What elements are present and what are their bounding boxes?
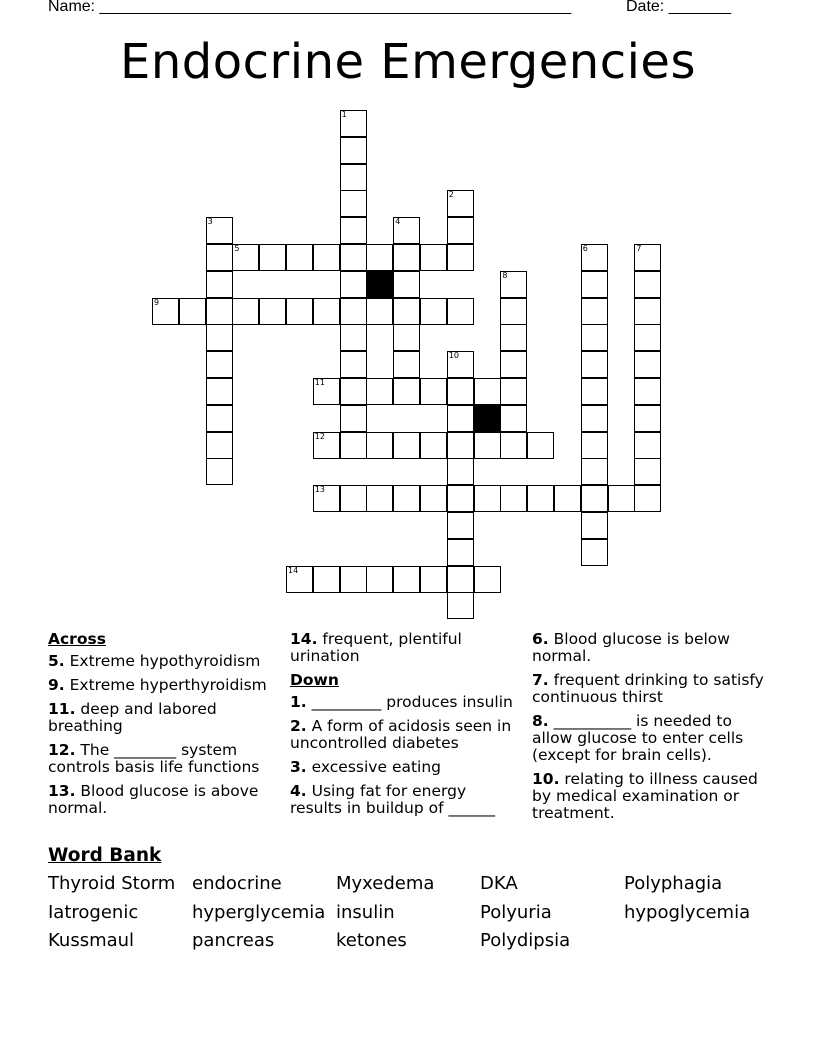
grid-cell[interactable] [366,432,393,459]
date-label: Date: [626,0,665,15]
grid-cell[interactable] [634,271,661,298]
grid-cell[interactable] [393,244,420,271]
clues-column-3 [532,631,764,829]
grid-cell[interactable] [447,217,474,244]
grid-cell[interactable] [393,324,420,351]
grid-cell[interactable] [581,458,608,485]
grid-cell[interactable] [340,110,367,137]
clue-down-2: 2. A form of acidosis seen in uncontrolled diabetes [290,717,512,752]
grid-cell[interactable] [581,298,608,325]
grid-cell[interactable] [581,271,608,298]
clues-column-2 [290,631,522,824]
grid-cell[interactable] [554,485,581,512]
clue-number: 13 [314,485,325,495]
grid-cell[interactable] [313,378,340,405]
grid-cell[interactable] [206,324,233,351]
grid-cell[interactable] [500,351,527,378]
clue-number: 5 [234,244,240,253]
grid-cell[interactable] [608,485,635,512]
grid-cell[interactable] [447,592,474,619]
across-heading: Across [48,630,106,648]
grid-cell[interactable] [527,485,554,512]
grid-cell[interactable] [340,351,367,378]
grid-cell[interactable] [340,164,367,191]
grid-cell[interactable] [500,405,527,432]
grid-cell[interactable] [447,458,474,485]
grid-cell[interactable] [634,298,661,325]
clue-down-3: 3. excessive eating [290,758,442,776]
grid-cell[interactable] [366,485,393,512]
grid-cell[interactable] [634,458,661,485]
grid-cell[interactable] [581,539,608,566]
grid-cell[interactable] [179,298,206,325]
grid-cell[interactable] [447,244,474,271]
grid-cell[interactable] [366,298,393,325]
grid-cell[interactable] [340,485,367,512]
grid-cell[interactable] [393,271,420,298]
grid-cell[interactable] [313,566,340,593]
grid-cell[interactable] [634,378,661,405]
grid-cell[interactable] [581,378,608,405]
grid-cell[interactable] [313,485,340,512]
grid-cell[interactable] [340,298,367,325]
grid-cell[interactable] [206,271,233,298]
grid-cell[interactable] [340,405,367,432]
grid-cell[interactable] [206,244,233,271]
grid-cell[interactable] [393,432,420,459]
grid-cell[interactable] [634,324,661,351]
grid-cell[interactable] [340,244,367,271]
clues-column-1 [48,631,280,824]
grid-cell[interactable] [447,512,474,539]
grid-cell[interactable] [420,432,447,459]
grid-cell[interactable] [313,244,340,271]
clue-across-11: 11. deep and labored breathing [48,700,217,735]
grid-cell[interactable] [420,244,447,271]
grid-cell[interactable] [447,405,474,432]
black-square [474,405,501,432]
grid-cell[interactable] [500,298,527,325]
grid-cell[interactable] [634,485,661,512]
grid-cell[interactable] [366,244,393,271]
grid-cell[interactable] [206,217,233,244]
clue-number: 6 [582,244,588,253]
grid-cell[interactable] [366,378,393,405]
grid-cell[interactable] [340,217,367,244]
grid-cell[interactable] [581,512,608,539]
word-bank-title: Word Bank [48,845,162,866]
grid-cell[interactable] [527,432,554,459]
clue-down-10: 10. relating to illness caused by medical examination or treatment. [532,770,758,822]
grid-cell[interactable] [206,378,233,405]
grid-cell[interactable] [420,566,447,593]
grid-cell[interactable] [340,432,367,459]
word-bank [48,873,768,963]
grid-cell[interactable] [340,324,367,351]
grid-cell[interactable] [447,566,474,593]
black-square [366,271,393,298]
clue-number: 4 [395,217,401,227]
clue-across-12: 12. The ________ system controls basis life functions [48,741,260,776]
grid-cell[interactable] [581,351,608,378]
clue-number: 11 [314,378,325,387]
word-bank-word: Polyuria [480,901,552,923]
clue-number: 3 [207,217,213,227]
down-heading: Down [290,671,339,689]
grid-cell[interactable] [447,351,474,378]
word-bank-word: Thyroid Storm [48,873,176,894]
word-bank-word: Myxedema [336,873,435,894]
grid-cell[interactable] [340,137,367,164]
clue-down-4: 4. Using fat for energy results in buildup of ______ [290,782,495,817]
grid-cell[interactable] [447,298,474,325]
grid-cell[interactable] [447,485,474,512]
grid-cell[interactable] [447,378,474,405]
grid-cell[interactable] [393,378,420,405]
grid-cell[interactable] [447,190,474,217]
grid-cell[interactable] [340,190,367,217]
grid-cell[interactable] [500,485,527,512]
grid-cell[interactable] [581,324,608,351]
grid-cell[interactable] [286,244,313,271]
grid-cell[interactable] [581,432,608,459]
grid-cell[interactable] [232,244,259,271]
grid-cell[interactable] [393,485,420,512]
grid-cell[interactable] [259,298,286,325]
word-bank-word: hypoglycemia [624,901,751,923]
grid-cell[interactable] [634,405,661,432]
grid-cell[interactable] [393,351,420,378]
word-bank-word: Polydipsia [480,930,571,951]
clue-across-13: 13. Blood glucose is above normal. [48,782,259,817]
grid-cell[interactable] [474,566,501,593]
clue-down-1: 1. _________ produces insulin [290,693,513,711]
grid-cell[interactable] [340,271,367,298]
grid-cell[interactable] [206,298,233,325]
grid-cell[interactable] [393,566,420,593]
clue-number: 7 [636,244,642,253]
grid-cell[interactable] [447,432,474,459]
grid-cell[interactable] [340,566,367,593]
grid-cell[interactable] [474,378,501,405]
grid-cell[interactable] [500,271,527,298]
grid-cell[interactable] [420,378,447,405]
grid-cell[interactable] [206,351,233,378]
grid-cell[interactable] [393,298,420,325]
grid-cell[interactable] [500,324,527,351]
word-bank-word: ketones [336,930,407,951]
word-bank-word: DKA [480,873,518,894]
word-bank-word: Polyphagia [624,873,723,894]
grid-cell[interactable] [206,432,233,459]
clue-number: 10 [448,351,459,361]
grid-cell[interactable] [581,244,608,271]
clue-across-5: 5. Extreme hypothyroidism [48,652,261,670]
grid-cell[interactable] [474,432,501,459]
word-bank-word: hyperglycemia [192,901,326,923]
date-line: _______ [668,0,731,15]
clue-number: 9 [154,297,160,307]
clue-down-8: 8. __________ is needed to allow glucose to enter cells (except for brain cells). [532,712,744,764]
clue-across-14: 14. frequent, plentiful urination [290,630,462,665]
grid-cell[interactable] [286,298,313,325]
clue-number: 2 [448,190,454,200]
grid-cell[interactable] [447,539,474,566]
grid-cell[interactable] [420,298,447,325]
word-bank-word: Iatrogenic [48,901,139,923]
grid-cell[interactable] [340,378,367,405]
grid-cell[interactable] [500,378,527,405]
grid-cell[interactable] [206,458,233,485]
grid-cell[interactable] [313,432,340,459]
clue-down-6: 6. Blood glucose is below normal. [532,630,730,665]
clue-number: 14 [288,565,299,575]
grid-cell[interactable] [393,217,420,244]
grid-cell[interactable] [152,298,179,325]
grid-cell[interactable] [259,244,286,271]
grid-cell[interactable] [474,485,501,512]
clue-number: 12 [314,431,325,441]
name-label: Name: [48,0,96,15]
grid-cell[interactable] [634,351,661,378]
word-bank-word: Kussmaul [48,930,135,951]
grid-cell[interactable] [500,432,527,459]
grid-cell[interactable] [313,298,340,325]
clue-down-7: 7. frequent drinking to satisfy continuous thirst [532,671,764,706]
clue-across-9: 9. Extreme hyperthyroidism [48,676,267,694]
word-bank-word: endocrine [192,873,282,894]
grid-cell[interactable] [366,566,393,593]
clue-number: 1 [341,110,347,119]
grid-cell[interactable] [206,405,233,432]
grid-cell[interactable] [581,485,608,512]
word-bank-word: insulin [336,901,395,923]
grid-cell[interactable] [581,405,608,432]
grid-cell[interactable] [420,485,447,512]
grid-cell[interactable] [286,566,313,593]
name-line: _____________________________________________________ [99,0,572,15]
grid-cell[interactable] [634,432,661,459]
word-bank-word: pancreas [192,930,275,951]
grid-cell[interactable] [232,298,259,325]
page-title: Endocrine Emergencies [120,34,696,90]
clue-number: 8 [502,270,508,280]
grid-cell[interactable] [634,244,661,271]
